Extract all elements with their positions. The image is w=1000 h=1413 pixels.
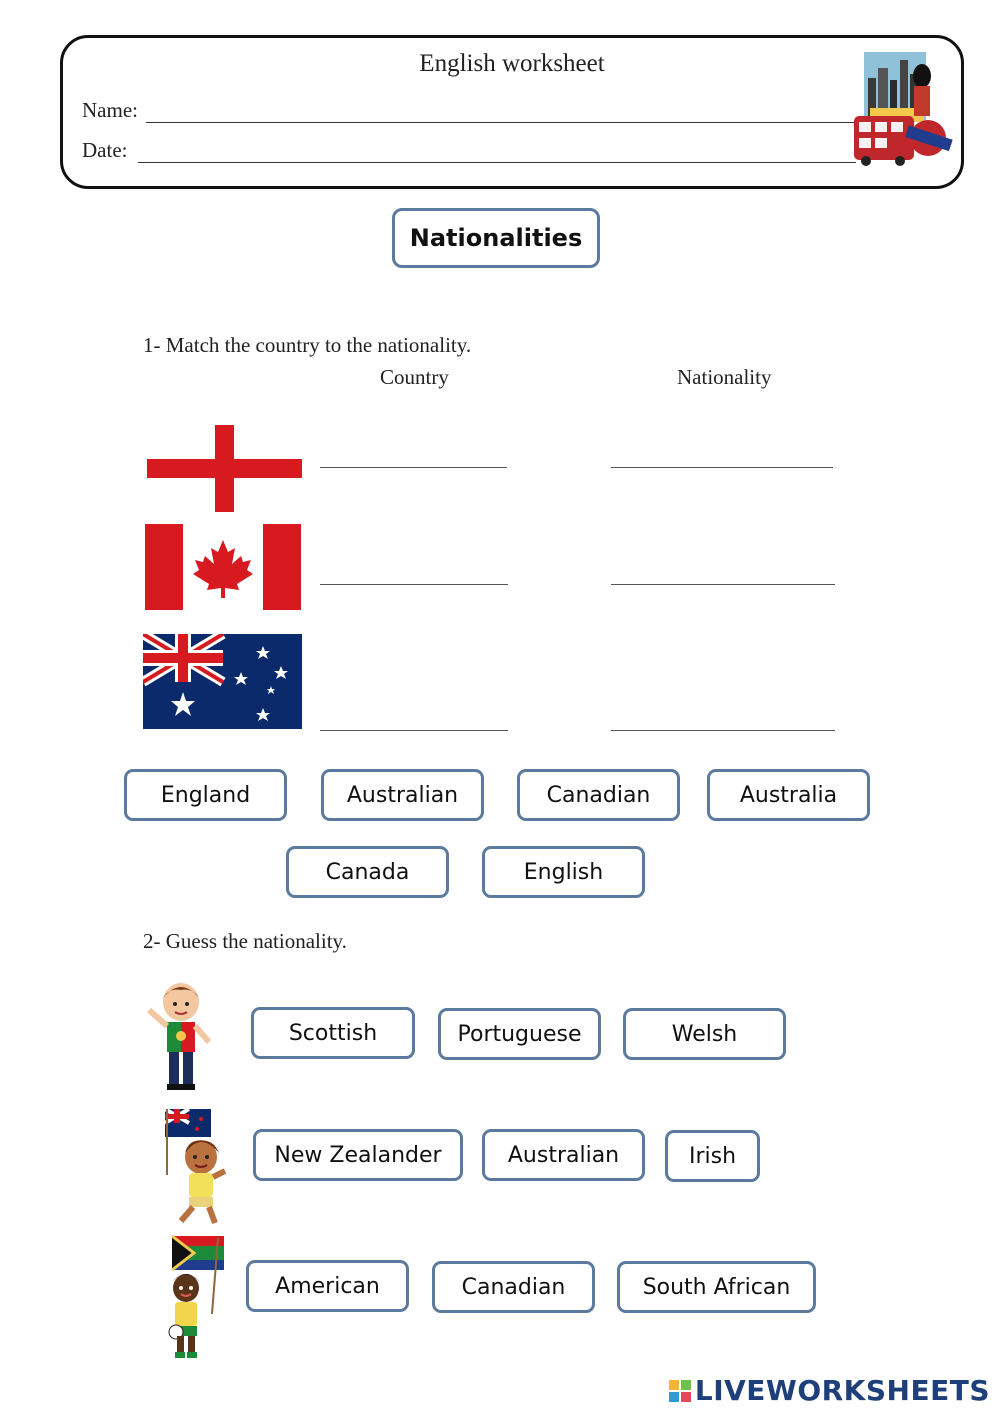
word-chip-australian[interactable]: Australian [321,769,484,821]
portuguese-boy-icon [143,980,218,1092]
word-chip-england[interactable]: England [124,769,287,821]
country-answer-blank-3[interactable] [320,730,508,731]
nationality-answer-blank-3[interactable] [611,730,835,731]
word-chip-canadian[interactable]: Canadian [517,769,680,821]
name-field[interactable] [146,122,856,123]
australia-flag-icon [143,634,302,729]
exercise1-instruction: 1- Match the country to the nationality. [143,333,472,357]
worksheet-title: English worksheet [419,50,605,77]
liveworksheets-logo[interactable] [669,1374,990,1407]
option-scottish[interactable]: Scottish [251,1007,415,1059]
option-american[interactable]: American [246,1260,409,1312]
option-irish[interactable]: Irish [665,1130,760,1182]
column-header-nationality: Nationality [677,365,772,389]
exercise2-instruction: 2- Guess the nationality. [143,929,347,953]
new-zealander-kid-icon [163,1105,233,1230]
option-welsh[interactable]: Welsh [623,1008,786,1060]
page-title: Nationalities [392,208,600,268]
option-canadian[interactable]: Canadian [432,1261,595,1313]
column-header-country: Country [380,365,449,389]
date-label: Date: [82,138,128,162]
country-answer-blank-1[interactable] [320,467,507,468]
date-field[interactable] [138,162,856,163]
england-flag-icon [147,425,302,512]
option-new-zealander[interactable]: New Zealander [253,1129,463,1181]
country-answer-blank-2[interactable] [320,584,508,585]
nationality-answer-blank-1[interactable] [611,467,833,468]
logo-text: LIVEWORKSHEETS [694,1374,990,1407]
option-portuguese[interactable]: Portuguese [438,1008,601,1060]
option-south-african[interactable]: South African [617,1261,816,1313]
canada-flag-icon [145,524,301,610]
name-label: Name: [82,98,138,122]
word-chip-canada[interactable]: Canada [286,846,449,898]
word-chip-english[interactable]: English [482,846,645,898]
liveworksheets-logo-icon [669,1380,691,1402]
option-australian[interactable]: Australian [482,1129,645,1181]
london-illustration-icon [850,50,955,170]
nationality-answer-blank-2[interactable] [611,584,835,585]
word-chip-australia[interactable]: Australia [707,769,870,821]
south-african-kid-icon [160,1234,228,1362]
